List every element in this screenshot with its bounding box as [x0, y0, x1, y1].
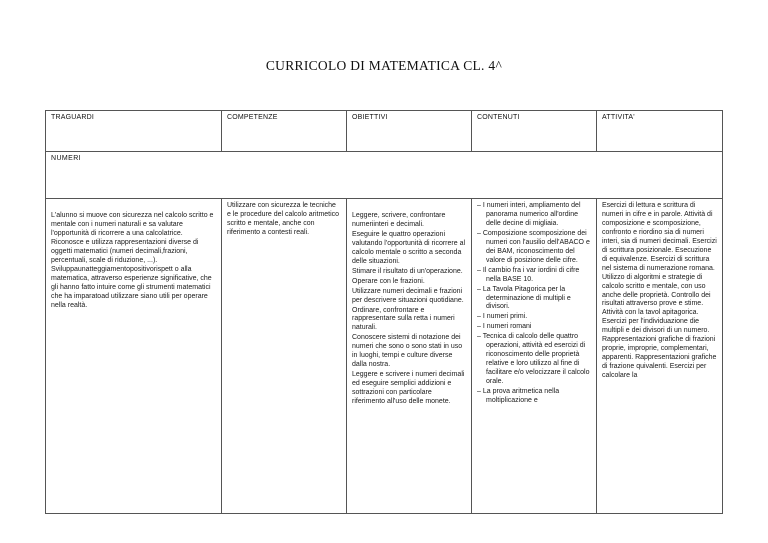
list-item: Utilizzare numeri decimali e frazioni per descrivere situazioni quotidiane.	[352, 287, 464, 304]
curriculum-table	[45, 110, 723, 514]
obiettivi-cell	[347, 199, 472, 514]
traguardi-cell	[46, 199, 222, 514]
list-item: Ordinare, confrontare e rappresentare sulla retta i numeri naturali.	[352, 306, 455, 332]
list-item: Conoscere sistemi di notazione dei numeri che sono o sono stati in uso in luoghi, tempi e culture diverse dalla nostra.	[352, 334, 463, 369]
header-row	[46, 111, 723, 152]
attivita-text: Esercizi di lettura e scrittura di numeri in cifre e in parole. Attività di composizione e scomposizione, confronto e riordino sia di numeri interi, sia di numeri decimali. Esercizi di scrittura posizionale. Esecuzione di equivalenze. Esercizi di scrittura nel sistema di numerazione romana. Utilizzo di algoritmi e strategie di calcolo scritto e mentale, con uso anche delle proprietà. Controllo dei risultati attraverso prove e stime. Attività con la tavol apitagorica. Esercizi per l'individuazione die multipli e dei divisori di un numero. Rappresentazioni grafiche di frazioni proprie, improprie, complementari, apparenti. Rappresentazioni grafiche di frazione quivalenti. Esercizi per calcolare la	[602, 202, 717, 380]
list-item: – La Tavola Pitagorica per la determinazione di multipli e divisori.	[477, 285, 571, 311]
header-contenuti: CONTENUTI	[472, 111, 597, 152]
header-competenze: COMPETENZE	[222, 111, 347, 152]
list-item: Eseguire le quattro operazioni valutando l'opportunità di ricorrere al calcolo mentale o scritto a seconda delle situazioni.	[352, 230, 466, 265]
competenze-cell	[222, 199, 347, 514]
list-item: – Composizione scomposizione dei numeri con l'ausilio dell'ABACO e dei BAM, riconoscimento del valore di posizione delle cifre.	[477, 229, 590, 264]
contenuti-cell	[472, 199, 597, 514]
list-item: Leggere, scrivere, confrontare numeriinteri e decimali.	[352, 212, 446, 228]
list-item: Stimare il risultato di un'operazione.	[352, 267, 463, 275]
competenze-text: Utilizzare con sicurezza le tecniche e le procedure del calcolo aritmetico scritto e mentale, anche con riferimento a contesti reali.	[227, 202, 340, 236]
page-title: CURRICOLO DI MATEMATICA CL. 4^	[265, 58, 503, 73]
header-traguardi: TRAGUARDI	[46, 111, 222, 152]
obiettivi-list	[352, 212, 466, 407]
list-item: – I numeri primi.	[477, 313, 528, 321]
section-title-numeri: NUMERI	[46, 152, 723, 199]
header-obiettivi: OBIETTIVI	[347, 111, 472, 152]
list-item: – I numeri interi, ampliamento del panorama numerico all'ordine delle decine di migliaia.	[477, 202, 581, 227]
list-item: – I numeri romani	[477, 323, 532, 331]
list-item: – Tecnica di calcolo delle quattro operazioni, attività ed esercizi di riconoscimento delle proprietà relative e loro utilizzo al fine di facilitare e/o velocizzare il calcolo orale.	[477, 333, 590, 386]
list-item: – La prova aritmetica nella moltiplicazione e	[477, 388, 560, 405]
section-row	[46, 152, 723, 199]
contenuti-list	[477, 202, 591, 406]
content-row	[46, 199, 723, 514]
attivita-cell	[597, 199, 723, 514]
list-item: Operare con le frazioni.	[352, 277, 425, 285]
list-item: – Il cambio fra i var iordini di cifre nella BASE 10.	[477, 266, 580, 283]
list-item: Leggere e scrivere i numeri decimali ed eseguire semplici addizioni e sottrazioni con particolare riferimento all'uso delle monete.	[352, 371, 465, 406]
header-attivita: ATTIVITA'	[597, 111, 723, 152]
traguardi-text: L'alunno si muove con sicurezza nel calcolo scritto e mentale con i numeri naturali e sa valutare l'opportunità di ricorrere a una calcolatrice. Riconosce e utilizza rappresentazioni diverse di oggetti matematici (numeri decimali,frazioni, percentuali, scale di riduzione, ...). Sviluppaunatteggiamentopositivorispett o alla matematica, attraverso esperienze significative, che gli hanno fatto intuire come gli strumenti matematici che ha imparatoad utilizzare siano utili per operare nella realtà.	[51, 212, 214, 309]
